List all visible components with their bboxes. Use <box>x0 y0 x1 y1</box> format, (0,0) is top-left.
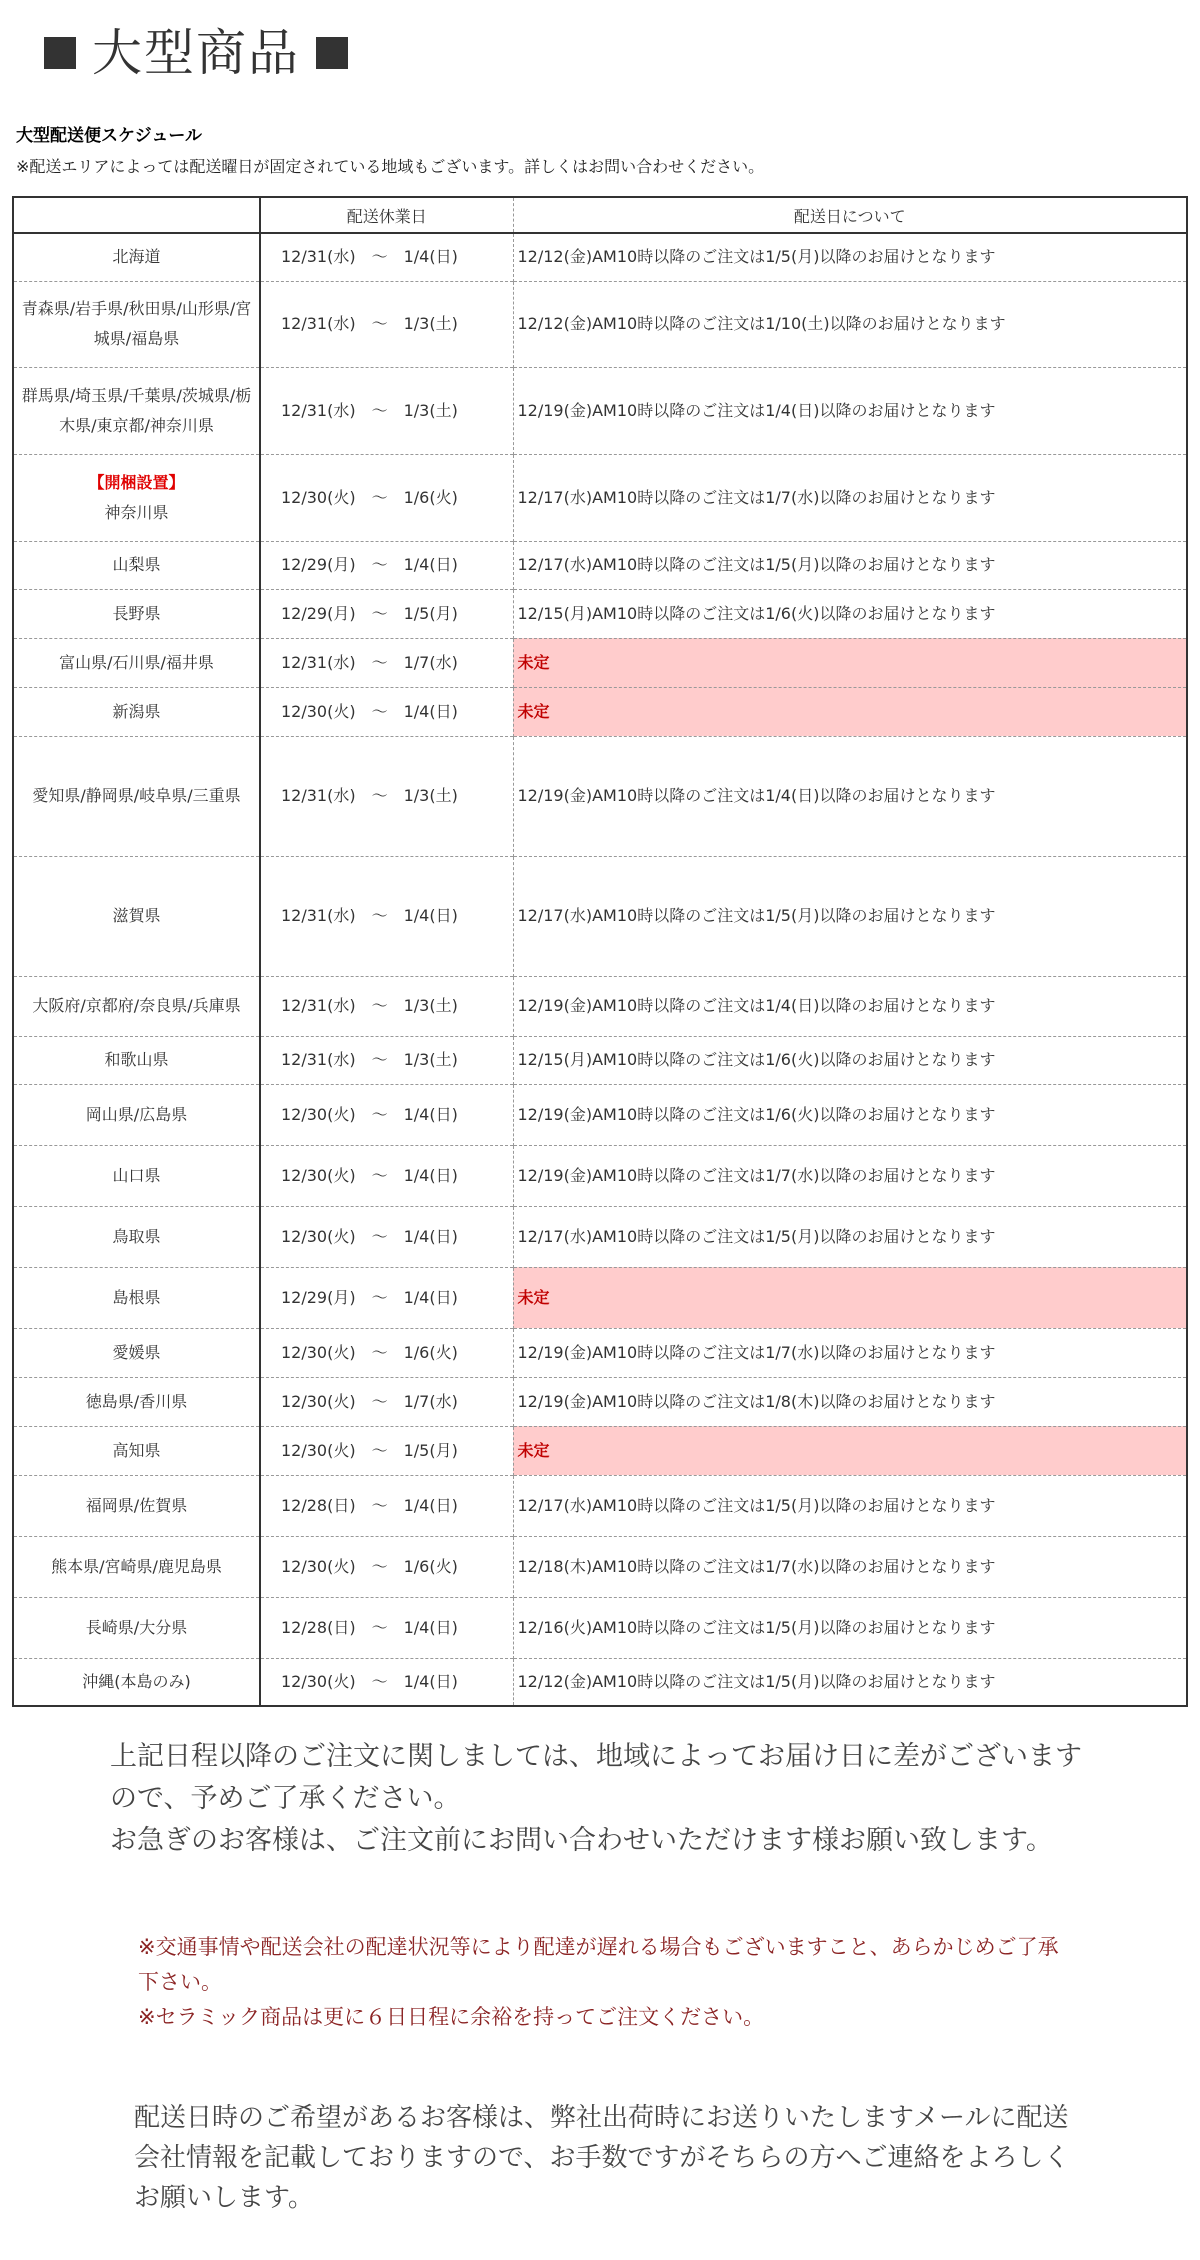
delivery-info-cell: 12/17(水)AM10時以降のご注文は1/5(月)以降のお届けとなります <box>513 856 1187 976</box>
closed-days-cell: 12/29(月) ～ 1/4(日) <box>260 541 513 589</box>
warning-notice-line: ※セラミック商品は更に６日日程に余裕を持ってご注文ください。 <box>138 2005 765 2029</box>
table-row <box>13 736 1187 856</box>
order-notice <box>110 1736 1090 1862</box>
delivery-info-cell: 12/17(水)AM10時以降のご注文は1/5(月)以降のお届けとなります <box>513 541 1187 589</box>
table-body <box>13 233 1187 1706</box>
closed-days-cell: 12/30(火) ～ 1/6(火) <box>260 1536 513 1597</box>
column-header-region <box>13 197 260 233</box>
black-square-icon <box>316 37 348 69</box>
order-notice-line: お急ぎのお客様は、ご注文前にお問い合わせいただけます様お願い致します。 <box>110 1825 1053 1856</box>
table-row <box>13 687 1187 736</box>
delivery-info-pending-cell: 未定 <box>513 1426 1187 1475</box>
region-name: 福岡県/佐賀県 <box>85 1495 188 1515</box>
page-title-text: 大型商品 <box>92 24 300 82</box>
closed-days-cell: 12/29(月) ～ 1/5(月) <box>260 589 513 638</box>
region-cell <box>13 638 260 687</box>
delivery-info-cell: 12/17(水)AM10時以降のご注文は1/5(月)以降のお届けとなります <box>513 1475 1187 1536</box>
delivery-info-cell: 12/19(金)AM10時以降のご注文は1/4(日)以降のお届けとなります <box>513 736 1187 856</box>
region-name: 滋賀県 <box>112 906 161 925</box>
delivery-info-cell: 12/19(金)AM10時以降のご注文は1/4(日)以降のお届けとなります <box>513 976 1187 1036</box>
closed-days-cell: 12/30(火) ～ 1/4(日) <box>260 687 513 736</box>
delivery-info-cell: 12/12(金)AM10時以降のご注文は1/10(土)以降のお届けとなります <box>513 281 1187 367</box>
region-name: 沖縄(本島のみ) <box>82 1671 191 1691</box>
region-name: 青森県/岩手県/秋田県/山形県/宮城県/福島県 <box>21 299 252 348</box>
region-cell <box>13 281 260 367</box>
closed-days-cell: 12/31(水) ～ 1/7(水) <box>260 638 513 687</box>
closed-days-cell: 12/30(火) ～ 1/4(日) <box>260 1206 513 1267</box>
table-row <box>13 1036 1187 1084</box>
region-name: 愛媛県 <box>112 1342 161 1362</box>
table-row <box>13 976 1187 1036</box>
closed-days-cell: 12/30(火) ～ 1/4(日) <box>260 1658 513 1706</box>
order-notice-line: 上記日程以降のご注文に関しましては、地域によってお届け日に差がございますので、予めご了承ください。 <box>110 1741 1082 1814</box>
region-name: 山梨県 <box>112 555 161 574</box>
table-row <box>13 1145 1187 1206</box>
region-cell <box>13 541 260 589</box>
closed-days-cell: 12/30(火) ～ 1/4(日) <box>260 1145 513 1206</box>
table-row <box>13 1658 1187 1706</box>
region-name: 群馬県/埼玉県/千葉県/茨城県/栃木県/東京都/神奈川県 <box>21 385 252 435</box>
delivery-info-cell: 12/19(金)AM10時以降のご注文は1/8(木)以降のお届けとなります <box>513 1377 1187 1426</box>
region-cell <box>13 367 260 454</box>
region-name: 長野県 <box>112 603 161 623</box>
region-name: 和歌山県 <box>104 1050 169 1069</box>
closed-days-cell: 12/30(火) ～ 1/5(月) <box>260 1426 513 1475</box>
black-square-icon <box>44 37 76 69</box>
table-row <box>13 1328 1187 1377</box>
delivery-info-cell: 12/16(火)AM10時以降のご注文は1/5(月)以降のお届けとなります <box>513 1597 1187 1658</box>
region-cell <box>13 454 260 541</box>
table-row <box>13 856 1187 976</box>
region-name: 岡山県/広島県 <box>85 1104 188 1124</box>
delivery-info-cell: 12/19(金)AM10時以降のご注文は1/7(水)以降のお届けとなります <box>513 1328 1187 1377</box>
region-cell <box>13 233 260 281</box>
region-cell <box>13 736 260 856</box>
region-name: 島根県 <box>112 1287 161 1307</box>
warning-notice <box>138 1930 1078 2035</box>
table-row <box>13 1597 1187 1658</box>
region-name: 鳥取県 <box>112 1226 161 1246</box>
column-header-delivery-info: 配送日について <box>513 197 1187 233</box>
table-row <box>13 1426 1187 1475</box>
delivery-schedule-table <box>12 196 1188 1707</box>
closed-days-cell: 12/28(日) ～ 1/4(日) <box>260 1475 513 1536</box>
region-cell <box>13 1536 260 1597</box>
region-name: 山口県 <box>112 1165 161 1185</box>
table-row <box>13 1536 1187 1597</box>
region-cell <box>13 1426 260 1475</box>
warning-notice-line: ※交通事情や配送会社の配達状況等により配達が遅れる場合もございますこと、あらかじめご了承下さい。 <box>138 1935 1059 1994</box>
closed-days-cell: 12/31(水) ～ 1/3(土) <box>260 281 513 367</box>
closed-days-cell: 12/31(水) ～ 1/3(土) <box>260 736 513 856</box>
region-name: 富山県/石川県/福井県 <box>59 652 214 672</box>
region-cell <box>13 1377 260 1426</box>
delivery-info-cell: 12/15(月)AM10時以降のご注文は1/6(火)以降のお届けとなります <box>513 1036 1187 1084</box>
closed-days-cell: 12/31(水) ～ 1/4(日) <box>260 233 513 281</box>
region-cell <box>13 1084 260 1145</box>
region-name: 愛知県/静岡県/岐阜県/三重県 <box>32 786 241 805</box>
delivery-info-pending-cell: 未定 <box>513 687 1187 736</box>
region-cell <box>13 1328 260 1377</box>
contact-notice: 配送日時のご希望があるお客様は、弊社出荷時にお送りいたしますメールに配送会社情報を記載しておりますので、お手数ですがそちらの方へご連絡をよろしくお願いします。 <box>134 2103 1070 2213</box>
delivery-info-cell: 12/18(木)AM10時以降のご注文は1/7(水)以降のお届けとなります <box>513 1536 1187 1597</box>
region-name: 神奈川県 <box>104 502 169 522</box>
region-cell <box>13 1267 260 1328</box>
closed-days-cell: 12/31(水) ～ 1/3(土) <box>260 1036 513 1084</box>
delivery-info-cell: 12/15(月)AM10時以降のご注文は1/6(火)以降のお届けとなります <box>513 589 1187 638</box>
table-row <box>13 1206 1187 1267</box>
region-name: 徳島県/香川県 <box>85 1391 188 1411</box>
region-name: 北海道 <box>112 247 161 267</box>
region-name: 高知県 <box>112 1440 161 1460</box>
region-cell <box>13 1145 260 1206</box>
delivery-info-cell: 12/19(金)AM10時以降のご注文は1/6(火)以降のお届けとなります <box>513 1084 1187 1145</box>
table-row <box>13 1475 1187 1536</box>
delivery-info-cell: 12/12(金)AM10時以降のご注文は1/5(月)以降のお届けとなります <box>517 247 996 267</box>
delivery-info-cell: 12/12(金)AM10時以降のご注文は1/5(月)以降のお届けとなります <box>513 1658 1187 1706</box>
delivery-info-pending-cell: 未定 <box>513 638 1187 687</box>
table-row <box>13 638 1187 687</box>
table-row <box>13 541 1187 589</box>
region-name: 大阪府/京都府/奈良県/兵庫県 <box>32 996 241 1015</box>
region-name: 長崎県/大分県 <box>85 1617 188 1637</box>
table-row <box>13 367 1187 454</box>
delivery-info-cell: 12/17(水)AM10時以降のご注文は1/5(月)以降のお届けとなります <box>513 1206 1187 1267</box>
delivery-info-cell: 12/17(水)AM10時以降のご注文は1/7(水)以降のお届けとなります <box>513 454 1187 541</box>
region-cell <box>13 1036 260 1084</box>
region-cell <box>13 1658 260 1706</box>
region-cell <box>13 1475 260 1536</box>
closed-days-cell: 12/31(水) ～ 1/4(日) <box>260 856 513 976</box>
closed-days-cell: 12/31(水) ～ 1/3(土) <box>260 976 513 1036</box>
region-cell <box>13 1206 260 1267</box>
closed-days-cell: 12/30(火) ～ 1/6(火) <box>260 454 513 541</box>
closed-days-cell: 12/30(火) ～ 1/4(日) <box>260 1084 513 1145</box>
region-cell <box>13 856 260 976</box>
schedule-heading: 大型配送便スケジュール <box>16 126 202 146</box>
table-row <box>13 1377 1187 1426</box>
closed-days-cell: 12/31(水) ～ 1/3(土) <box>260 367 513 454</box>
delivery-info-cell: 12/19(金)AM10時以降のご注文は1/7(水)以降のお届けとなります <box>513 1145 1187 1206</box>
closed-days-cell: 12/29(月) ～ 1/4(日) <box>260 1267 513 1328</box>
region-cell <box>13 687 260 736</box>
delivery-info-cell: 12/19(金)AM10時以降のご注文は1/4(日)以降のお届けとなります <box>513 367 1187 454</box>
region-cell <box>13 976 260 1036</box>
page-title <box>44 18 348 88</box>
closed-days-cell: 12/30(火) ～ 1/7(水) <box>260 1377 513 1426</box>
delivery-info-pending-cell: 未定 <box>513 1267 1187 1328</box>
region-cell <box>13 1597 260 1658</box>
table-row <box>13 454 1187 541</box>
table-row <box>13 233 1187 281</box>
table-row <box>13 1084 1187 1145</box>
closed-days-cell: 12/30(火) ～ 1/6(火) <box>260 1328 513 1377</box>
table-row <box>13 1267 1187 1328</box>
region-tag: 【開梱設置】 <box>88 472 185 492</box>
region-name: 新潟県 <box>112 701 161 721</box>
region-cell <box>13 589 260 638</box>
region-name: 熊本県/宮崎県/鹿児島県 <box>51 1556 222 1576</box>
table-row <box>13 281 1187 367</box>
column-header-closed-days: 配送休業日 <box>260 197 513 233</box>
table-row <box>13 589 1187 638</box>
closed-days-cell: 12/28(日) ～ 1/4(日) <box>260 1597 513 1658</box>
schedule-note: ※配送エリアによっては配送曜日が固定されている地域もございます。詳しくはお問い合わせください。 <box>16 157 765 176</box>
table-header-row <box>13 197 1187 233</box>
